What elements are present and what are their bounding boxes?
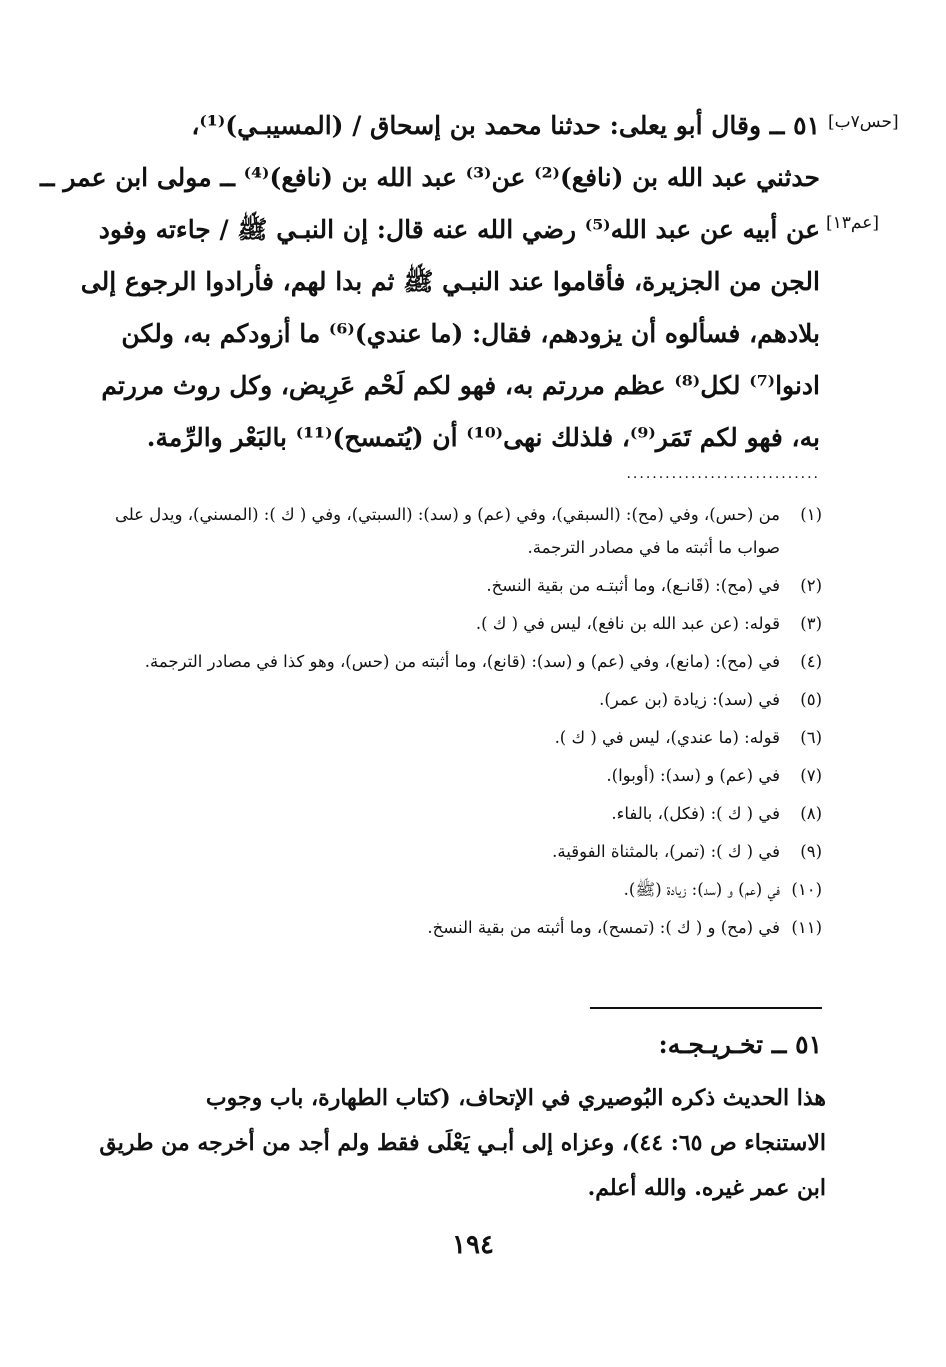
hadith-line: عن أبيه عن عبد الله⁽⁵⁾ رضي الله عنه قال: إن النبـي ﷺ / جاءته وفود bbox=[98, 215, 820, 244]
footnote-text: في ( ك ): (فكل)، بالفاء. bbox=[611, 804, 780, 823]
footnote bbox=[100, 721, 822, 754]
footnote-text: في (مح): (قَانـع)، وما أثبتـه من بقية النسخ. bbox=[486, 576, 780, 595]
footnote-text: في (عم) و (سد): زيادة (ﷺ). bbox=[623, 880, 780, 899]
takhrij-text bbox=[99, 1076, 826, 1211]
footnote-number: (٩) bbox=[800, 842, 822, 861]
footnote-number: (٨) bbox=[800, 804, 822, 823]
takhrij-heading: ٥١ ــ تخـريـجـه: bbox=[658, 1030, 822, 1059]
footnote bbox=[100, 759, 822, 792]
footnote-number: (٢) bbox=[800, 576, 822, 595]
footnote-text: في (مح) و ( ك ): (تمسح)، وما أثبته من بقية النسخ. bbox=[427, 918, 780, 937]
dotted-separator: .............................. bbox=[626, 466, 820, 482]
footnote-text: في (مح): (مانع)، وفي (عم) و (سد): (قانع)، وما أثبته من (حس)، وهو كذا في مصادر الترجمة. bbox=[144, 652, 780, 671]
footnote-text: في (عم) و (سد): (أوبوا). bbox=[606, 766, 780, 785]
footnote bbox=[100, 911, 822, 944]
footnote bbox=[100, 498, 822, 564]
takhrij-line: هذا الحديث ذكره البُوصيري في الإتحاف، (كتاب الطهارة، باب وجوب bbox=[205, 1085, 826, 1111]
hadith-line: بلادهم، فسألوه أن يزودهم، فقال: (ما عندي)⁽⁶⁾ ما أزودكم به، ولكن bbox=[121, 319, 820, 348]
footnote bbox=[100, 797, 822, 830]
footnote bbox=[100, 645, 822, 678]
hadith-text bbox=[39, 100, 820, 464]
footnote-number: (٤) bbox=[800, 652, 822, 671]
section-divider bbox=[590, 1007, 822, 1009]
footnotes bbox=[100, 498, 822, 949]
footnote-text: في ( ك ): (تمر)، بالمثناة الفوقية. bbox=[552, 842, 780, 861]
footnote-text: في (سد): زيادة (بن عمر). bbox=[599, 690, 780, 709]
hadith-line: حدثني عبد الله بن (نافع)⁽²⁾ عن⁽³⁾ عبد الله بن (نافع)⁽⁴⁾ ــ مولى ابن عمر ــ bbox=[39, 163, 820, 192]
footnote-number: (١١) bbox=[791, 918, 822, 937]
footnote bbox=[100, 607, 822, 640]
page-number: ١٩٤ bbox=[452, 1230, 494, 1260]
hadith-line: به، فهو لكم تَمَر⁽⁹⁾، فلذلك نهى⁽¹⁰⁾ أن (يُتمسح)⁽¹¹⁾ بالبَعْر والرِّمة. bbox=[146, 423, 820, 452]
footnote bbox=[100, 569, 822, 602]
hadith-line: ٥١ ــ وقال أبو يعلى: حدثنا محمد بن إسحاق / (المسيبـي)⁽¹⁾، bbox=[191, 111, 820, 140]
footnote-number: (٦) bbox=[800, 728, 822, 747]
hadith-line: ادنوا⁽⁷⁾ لكل⁽⁸⁾ عظم مررتم به، فهو لكم لَحْم عَرِيض، وكل روث مررتم bbox=[101, 371, 820, 400]
footnote-number: (٧) bbox=[800, 766, 822, 785]
footnote-text: قوله: (ما عندي)، ليس في ( ك ). bbox=[554, 728, 780, 747]
footnote-text: من (حس)، وفي (مح): (السبقي)، وفي (عم) و (سد): (السبتي)، وفي ( ك ): (المسني)، ويدل على صواب ما أثبته ما في مصادر الترجمة. bbox=[114, 505, 780, 557]
footnote-number: (١٠) bbox=[791, 880, 822, 899]
footnote-number: (٥) bbox=[800, 690, 822, 709]
footnote-number: (٣) bbox=[800, 614, 822, 633]
footnote bbox=[100, 873, 822, 906]
takhrij-line: ابن عمر غيره. والله أعلم. bbox=[587, 1175, 826, 1201]
footnote-number: (١) bbox=[800, 505, 822, 524]
margin-note-folio-top: [حس٧ب] bbox=[828, 112, 899, 132]
footnote bbox=[100, 835, 822, 868]
footnote-text: قوله: (عن عبد الله بن نافع)، ليس في ( ك ). bbox=[475, 614, 780, 633]
footnote bbox=[100, 683, 822, 716]
margin-note-folio-middle: [عم١٣] bbox=[826, 213, 879, 233]
takhrij-line: الاستنجاء ص ٦٥: ٤٤)، وعزاه إلى أبـي يَعْلَى فقط ولم أجد من أخرجه من طريق bbox=[99, 1130, 826, 1156]
hadith-line: الجن من الجزيرة، فأقاموا عند النبـي ﷺ ثم بدا لهم، فأرادوا الرجوع إلى bbox=[80, 267, 820, 296]
